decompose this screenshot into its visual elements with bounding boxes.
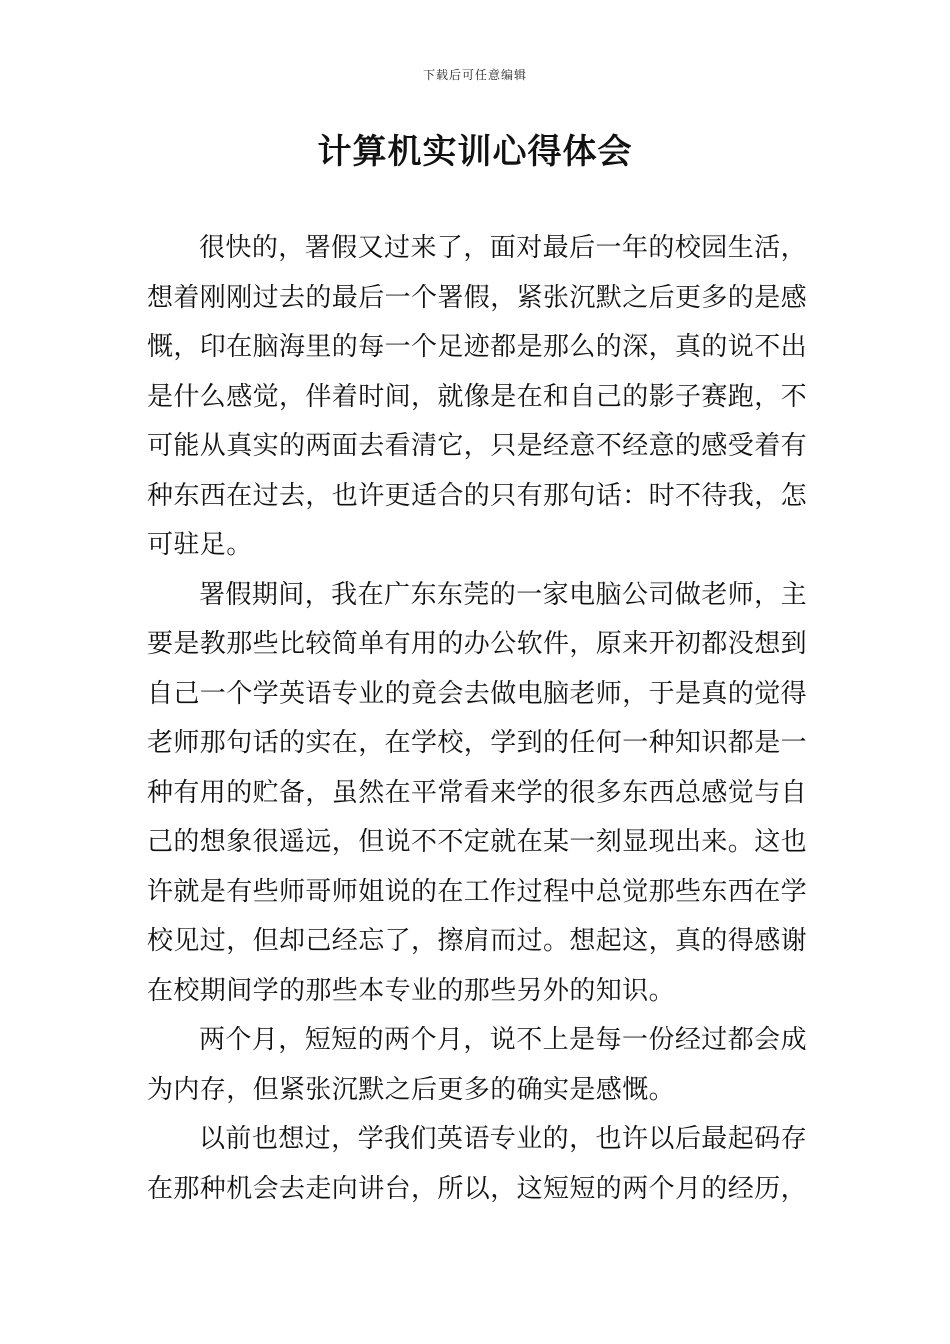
document-title: 计算机实训心得体会 — [317, 132, 633, 172]
paragraph-3: 两个月，短短的两个月，说不上是每一份经过都会成为内存，但紧张沉默之后更多的确实是感慨。 — [147, 1025, 807, 1105]
paragraph-1: 很快的，署假又过来了，面对最后一年的校园生活，想着刚刚过去的最后一个署假，紧张沉默之后更多的是感慨，印在脑海里的每一个足迹都是那么的深，真的说不出是什么感觉，伴着时间，就像是在和自己的影子赛跑，不可能从真实的两面去看清它，只是经意不经意的感受着有种东西在过去，也许更适合的只有那句话：时不待我，怎可驻足。 — [147, 233, 808, 560]
paragraph-2: 署假期间，我在广东东莞的一家电脑公司做老师，主要是教那些比较简单有用的办公软件，原来开初都没想到自己一个学英语专业的竟会去做电脑老师，于是真的觉得老师那句话的实在，在学校，学到的任何一种知识都是一种有用的贮备，虽然在平常看来学的很多东西总感觉与自己的想象很遥远，但说不不定就在某一刻显现出来。这也许就是有些师哥师姐说的在工作过程中总觉那些东西在学校见过，但却己经忘了，擦肩而过。想起这，真的得感谢在校期间学的那些本专业的那些另外的知识。 — [147, 579, 808, 1006]
document-body — [147, 224, 807, 1214]
header-note: 下载后可任意编辑 — [422, 68, 527, 82]
paragraph-4: 以前也想过，学我们英语专业的，也许以后最起码存在那种机会去走向讲台，所以，这短短的两个月的经历， — [147, 1124, 808, 1204]
